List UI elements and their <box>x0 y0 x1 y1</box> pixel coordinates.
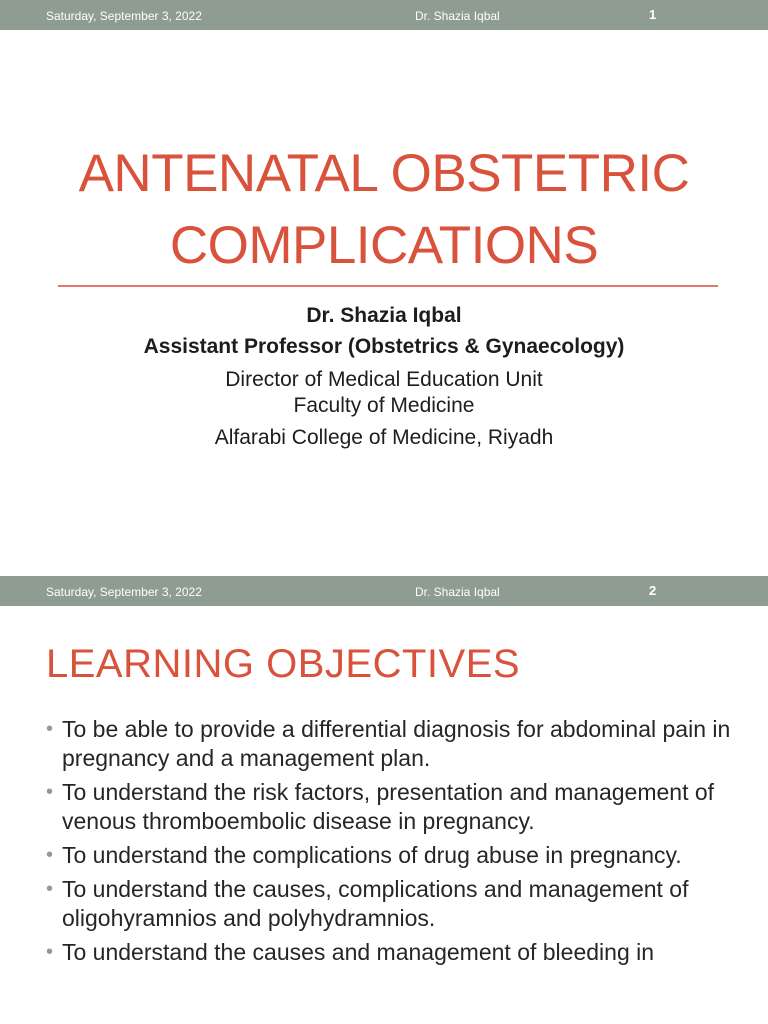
title-line: ANTENATAL OBSTETRIC <box>78 144 690 203</box>
affiliation-line: Faculty of Medicine <box>293 394 475 417</box>
slide-header <box>0 0 768 30</box>
title-line: COMPLICATIONS <box>169 216 599 275</box>
header-date: Saturday, September 3, 2022 <box>46 9 202 23</box>
list-item: • To understand the causes and management of bleeding in <box>46 938 746 967</box>
presenter-name: Dr. Shazia Iqbal <box>306 304 462 327</box>
affiliation-line: Director of Medical Education Unit <box>225 368 543 391</box>
objectives-list <box>46 715 746 972</box>
list-item: • To understand the complications of drug abuse in pregnancy. <box>46 841 746 870</box>
header-author: Dr. Shazia Iqbal <box>415 9 500 23</box>
presenter-role: Assistant Professor (Obstetrics & Gynaecology) <box>143 335 625 358</box>
slide-title <box>0 138 768 282</box>
header-author: Dr. Shazia Iqbal <box>415 585 500 599</box>
list-item: • To understand the causes, complications and management of oligohyramnios and polyhydramnios. <box>46 875 746 933</box>
affiliation-line: Alfarabi College of Medicine, Riyadh <box>214 426 554 449</box>
slide-header <box>0 576 768 606</box>
slide-number: 2 <box>649 583 657 598</box>
presenter-info <box>0 300 768 451</box>
slide-number: 1 <box>649 7 657 22</box>
header-date: Saturday, September 3, 2022 <box>46 585 202 599</box>
list-item: • To understand the risk factors, presentation and management of venous thromboembolic disease in pregnancy. <box>46 778 746 836</box>
slide-2-title: LEARNING OBJECTIVES <box>46 642 521 686</box>
list-item: • To be able to provide a differential diagnosis for abdominal pain in pregnancy and a management plan. <box>46 715 746 773</box>
title-divider <box>58 285 718 287</box>
